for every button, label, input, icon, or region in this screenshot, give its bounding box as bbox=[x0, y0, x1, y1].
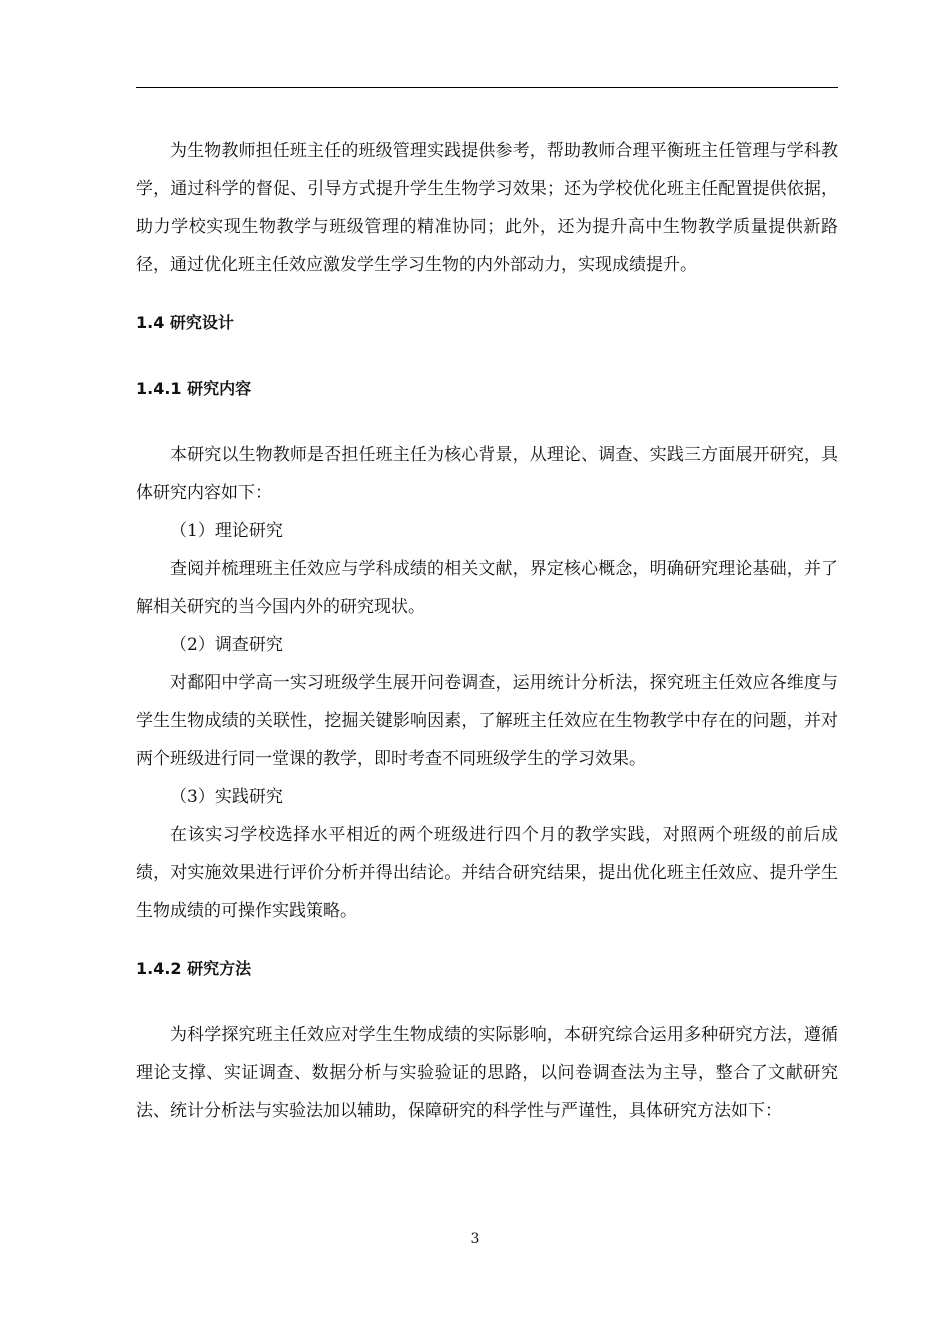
header-rule bbox=[136, 87, 838, 88]
paragraph-survey: 对鄱阳中学高一实习班级学生展开问卷调查，运用统计分析法，探究班主任效应各维度与学生生物成绩的关联性，挖掘关键影响因素，了解班主任效应在生物教学中存在的问题，并对两个班级进行同一堂课的教学，即时考查不同班级学生的学习效果。 bbox=[136, 673, 838, 769]
paragraph-practice: 在该实习学校选择水平相近的两个班级进行四个月的教学实践，对照两个班级的前后成绩，对实施效果进行评价分析并得出结论。并结合研究结果，提出优化班主任效应、提升学生生物成绩的可操作实践策略。 bbox=[136, 825, 838, 921]
list-item-survey: （2）调查研究 bbox=[170, 635, 283, 655]
section-heading-1-4-1: 1.4.1 研究内容 bbox=[136, 379, 252, 398]
paragraph-theory: 查阅并梳理班主任效应与学科成绩的相关文献，界定核心概念，明确研究理论基础，并了解相关研究的当今国内外的研究现状。 bbox=[136, 559, 838, 617]
paragraph-methods-intro: 为科学探究班主任效应对学生生物成绩的实际影响，本研究综合运用多种研究方法，遵循理论支撑、实证调查、数据分析与实验验证的思路，以问卷调查法为主导，整合了文献研究法、统计分析法与实验法加以辅助，保障研究的科学性与严谨性，具体研究方法如下： bbox=[136, 1025, 838, 1121]
section-heading-1-4: 1.4 研究设计 bbox=[136, 313, 234, 332]
paragraph-content-intro: 本研究以生物教师是否担任班主任为核心背景，从理论、调查、实践三方面展开研究，具体研究内容如下： bbox=[136, 445, 838, 503]
list-item-theory: （1）理论研究 bbox=[170, 521, 283, 541]
list-item-practice: （3）实践研究 bbox=[170, 787, 283, 807]
document-body bbox=[136, 132, 838, 1130]
section-heading-1-4-2: 1.4.2 研究方法 bbox=[136, 959, 252, 978]
page-number: 3 bbox=[470, 1231, 480, 1247]
paragraph-significance: 为生物教师担任班主任的班级管理实践提供参考，帮助教师合理平衡班主任管理与学科教学，通过科学的督促、引导方式提升学生生物学习效果；还为学校优化班主任配置提供依据，助力学校实现生物教学与班级管理的精准协同；此外，还为提升高中生物教学质量提供新路径，通过优化班主任效应激发学生学习生物的内外部动力，实现成绩提升。 bbox=[136, 141, 838, 275]
